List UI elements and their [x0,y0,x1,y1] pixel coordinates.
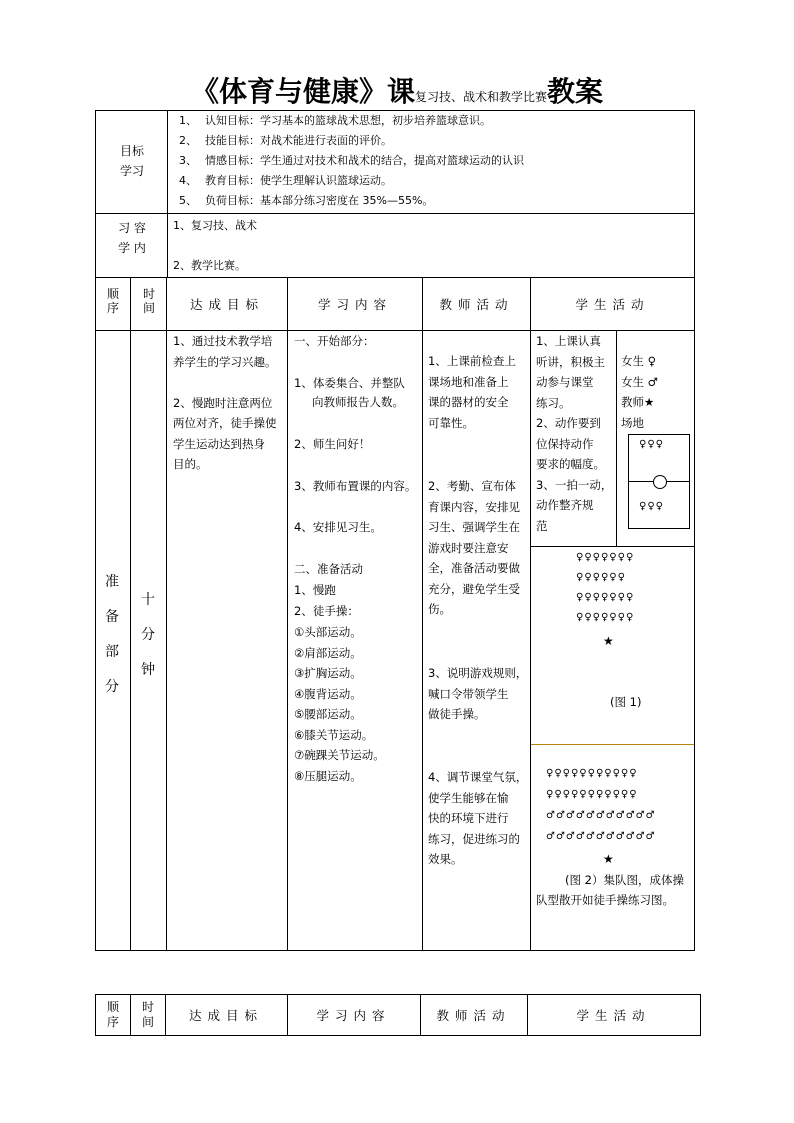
teacher-line: 可靠性。 [428,415,474,430]
header2-order [95,1000,131,1030]
student-line: 范 [536,518,548,533]
teacher-line: 喊口令带领学生 [428,686,509,701]
section-char: 分 [105,679,119,695]
header-order-2: 序 [106,301,119,315]
header-time [131,287,167,315]
content-item-1: 1、复习技、战术 [173,219,257,232]
court-team-bottom: ♀♀♀ [639,501,664,512]
learning-item: 向教师报告人数。 [312,395,404,409]
section-char: 准 [105,574,119,590]
objectives-label [104,141,160,181]
header2-goal: 达成目标 [188,1008,263,1023]
legend-girl: 女生 ♀ [621,354,657,368]
exercise-item: ③扩胸运动。 [294,666,362,680]
content-item-2: 2、教学比赛。 [173,259,246,272]
goal-line [173,372,277,393]
exercise-item: ⑤腰部运动。 [294,707,362,721]
student-line: 2、动作要到 [536,416,601,430]
teacher-line: 练习，促进练习的 [428,831,520,846]
objective-name: 技能目标： [205,134,260,147]
objective-num: 3、 [179,154,197,167]
objective-name: 情感目标： [205,154,260,167]
teacher-line: 快的环境下进行 [428,811,509,825]
court-team-top: ♀♀♀ [639,439,664,450]
exercise-item: ①头部运动。 [294,625,362,639]
objective-item [179,191,524,211]
header-learning: 学习内容 [317,297,392,312]
table-divider [287,277,288,951]
teacher-line: 课的器材的安全 [428,395,509,409]
teacher-line: 效果。 [428,852,463,866]
teacher-line: 2、考勤、宣布体 [428,479,516,493]
teacher-line: 1、上课前检查上 [428,354,516,368]
student-line: 3、一拍一动， [536,477,613,492]
exercise-item: ⑧压腿运动。 [294,768,362,783]
table-border-top [95,994,700,995]
teacher-line: 做徒手操。 [428,707,486,721]
teacher-line: 伤。 [428,602,451,616]
student-line: 1、上课认真 [536,334,601,348]
student-line: 要求的幅度。 [536,457,605,471]
exercise-item: ②肩部运动。 [294,645,362,660]
fig2-caption-line1: (图 2）集队图，成体操 [565,873,684,887]
teacher-line: 全，准备活动要做 [428,561,520,575]
exercise-list [294,622,385,786]
court-diagram [628,434,690,529]
title-suffix: 教案 [547,75,604,108]
header2-time-1: 时 [141,1000,154,1014]
table-divider [167,110,168,277]
table-border-left [95,110,96,951]
teacher-activity-4 [428,767,527,870]
title-prefix: 《体育与健康》课 [190,75,415,108]
teacher-line: 育课内容，安排见 [428,499,520,514]
objective-text: 学生通过对技术和战术的结合，提高对篮球运动的认识 [260,154,524,167]
student-activity-text [536,331,612,536]
learning-item: 1、慢跑 [294,583,336,597]
content-label [104,218,160,258]
time-char: 分 [141,627,155,643]
header2-time [130,1000,166,1030]
learning-warmup: 二、准备活动 [294,562,363,576]
fig2-row: ♂♂♂♂♂♂♂♂♂♂♂ [546,831,656,842]
student-line: 位保持动作 [536,436,594,451]
exercise-item: ⑦碗踝关节运动。 [294,748,385,762]
fig1-row: ♀♀♀♀♀♀ [576,572,626,583]
table-border-right [700,994,701,1036]
legend-boy: 女生 ♂ [621,374,658,389]
content-label-line1: 习 容 [118,221,146,235]
section-char: 备 [105,609,119,625]
objective-item [179,171,524,191]
time-label [133,583,163,688]
student-line: 动参与课堂 [536,375,594,389]
student-line: 听讲，积极主 [536,354,605,369]
teacher-line: 课场地和准备上 [428,374,509,389]
court-center-circle [653,475,667,489]
table-border-bottom [95,1035,700,1036]
table-border-right [694,110,695,951]
objective-num: 4、 [179,174,197,187]
header-student: 学生活动 [575,297,650,312]
header2-order-2: 序 [106,1015,119,1029]
learning-item: 4、安排见习生。 [294,520,382,534]
section-label [97,565,127,705]
header2-time-2: 间 [141,1015,154,1029]
objective-num: 5、 [179,194,197,207]
table-divider [530,744,694,745]
learning-start: 一、开始部分： [294,334,375,348]
table-divider [530,546,694,547]
table-divider [422,277,423,951]
fig1-row: ♀♀♀♀♀♀♀ [576,592,635,603]
table-divider [166,277,167,951]
learning-item: 1、体委集合、并整队 [294,376,405,390]
legend [621,351,658,433]
fig2-row: ♀♀♀♀♀♀♀♀♀♀♀ [546,768,638,779]
header-order [95,287,131,315]
header2-order-1: 顺 [106,1000,119,1014]
objectives-label-line2: 学习 [119,164,144,178]
goals-cell [173,331,277,475]
time-char: 十 [141,592,155,608]
goal-line: 两位对齐，徒手操使 [173,416,277,430]
goal-line: 养学生的学习兴趣。 [173,354,277,369]
objective-item [179,131,524,151]
legend-court: 场地 [621,415,644,430]
title-subtitle: 复习技、战术和教学比赛 [414,90,547,104]
table-border-bottom [95,950,694,951]
teacher-line: 4、调节课堂气氛， [428,770,528,784]
legend-teacher: 教师★ [621,395,655,409]
learning-item: 3、教师布置课的内容。 [294,479,417,493]
learning-item: 2、徒手操： [294,604,359,618]
time-char: 钟 [141,662,155,678]
objective-name: 认知目标： [205,114,260,127]
fig2-caption-line2: 队型散开如徒手操练习图。 [536,893,674,907]
teacher-activity-2 [428,476,520,620]
student-sub-divider [616,330,617,546]
objective-num: 1、 [179,114,197,127]
teacher-activity-1 [428,351,516,433]
header-goal: 达成目标 [189,297,264,312]
fig2-row: ♂♂♂♂♂♂♂♂♂♂♂ [546,810,656,821]
header2-learning: 学习内容 [316,1008,391,1023]
objectives-label-line1: 目标 [119,144,144,158]
objectives-list [179,111,524,211]
table-divider [95,277,694,278]
objective-text: 使学生理解认识篮球运动。 [260,174,392,187]
objective-name: 负荷目标： [205,194,260,207]
objective-item [179,111,524,131]
teacher-line: 充分，避免学生受 [428,581,520,596]
goal-line: 2、慢跑时注意两位 [173,395,273,410]
teacher-activity-3 [428,663,527,725]
teacher-line: 使学生能够在愉 [428,790,509,805]
goal-line: 目的。 [173,457,208,471]
fig2-teacher-star: ★ [603,852,614,866]
fig1-teacher-star: ★ [603,634,614,648]
student-line: 动作整齐规 [536,498,594,512]
fig1-row: ♀♀♀♀♀♀♀ [576,612,635,623]
objective-text: 学习基本的篮球战术思想，初步培养篮球意识。 [260,114,491,127]
teacher-line: 游戏时要注意安 [428,540,509,555]
table-divider [95,213,694,214]
goal-line: 学生运动达到热身 [173,436,265,451]
objective-text: 对战术能进行表面的评价。 [260,134,392,147]
section-char: 部 [105,644,119,660]
page-title [0,70,794,110]
header2-student: 学生活动 [576,1008,651,1023]
objective-item [179,151,524,171]
header-time-2: 间 [142,301,155,315]
student-line: 练习。 [536,395,571,410]
header-order-1: 顺 [106,287,119,301]
goal-line: 1、通过技术教学培 [173,334,273,348]
objective-name: 教育目标： [205,174,260,187]
header-time-1: 时 [142,287,155,301]
teacher-line: 3、说明游戏规则， [428,666,528,680]
fig1-caption: (图 1) [610,695,642,709]
objective-num: 2、 [179,134,197,147]
fig2-row: ♀♀♀♀♀♀♀♀♀♀♀ [546,789,638,800]
table-divider [530,277,531,951]
header2-teacher: 教师活动 [436,1008,511,1023]
content-label-line2: 学 内 [118,241,146,255]
exercise-item: ⑥膝关节运动。 [294,727,374,742]
learning-item: 2、师生问好！ [294,437,371,451]
objective-text: 基本部分练习密度在 35%—55%。 [260,194,434,207]
fig1-row: ♀♀♀♀♀♀♀ [576,552,635,563]
header-teacher: 教师活动 [439,297,514,312]
table-divider [130,277,131,951]
teacher-line: 习生、强调学生在 [428,520,520,534]
exercise-item: ④腹背运动。 [294,686,362,701]
